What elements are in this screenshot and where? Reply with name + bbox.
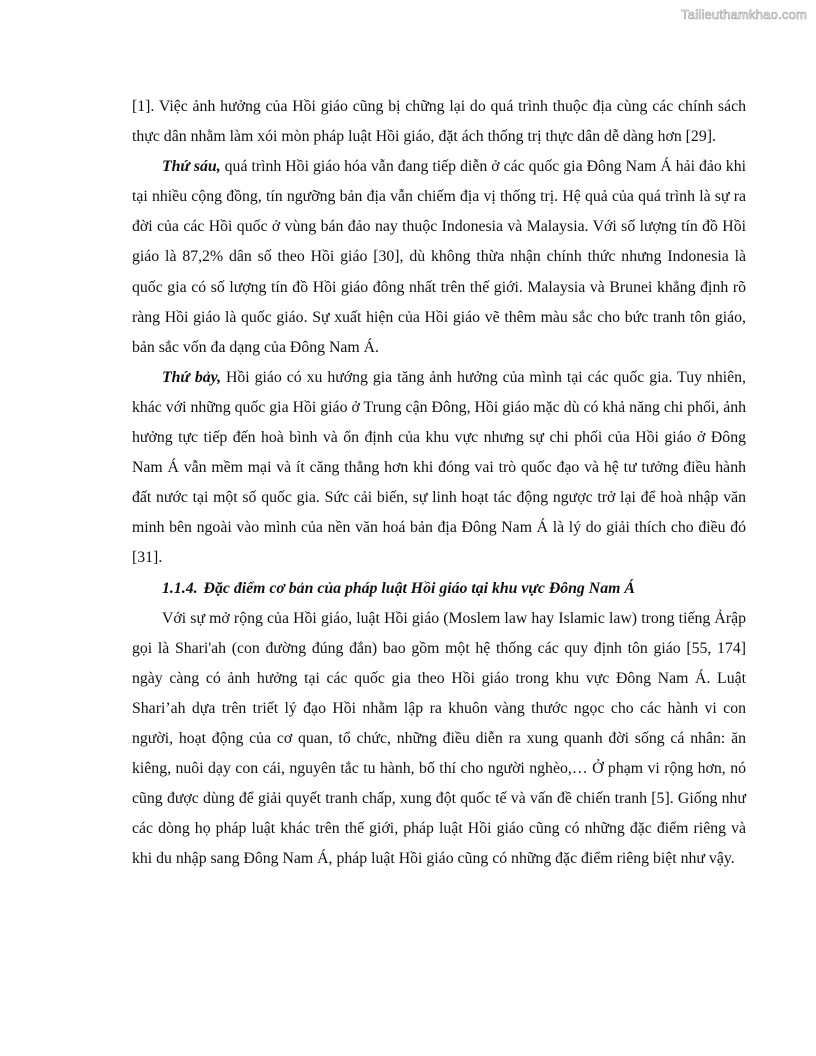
section-heading-number: 1.1.4. [162,579,198,597]
document-body [132,92,746,874]
paragraph-thu-bay [132,363,746,574]
paragraph-lead-thu-bay: Thứ bảy, [162,368,222,386]
paragraph-lead-thu-sau: Thứ sáu, [162,158,221,176]
paragraph-continuation: [1]. Việc ảnh hưởng của Hồi giáo cũng bị chững lại do quá trình thuộc địa cùng các chính sách thực dân nhằm làm xói mòn pháp luật Hồi giáo, đặt ách thống trị thực dân dễ dàng hơn [29]. [132,98,746,146]
paragraph-text-thu-sau: quá trình Hồi giáo hóa vẫn đang tiếp diễn ở các quốc gia Đông Nam Á hải đảo khi tại nhiều cộng đồng, tín ngưỡng bản địa vẫn chiếm địa vị thống trị. Hệ quả của quá trình là sự ra đời của các Hồi quốc ở vùng bán đảo nay thuộc Indonesia và Malaysia. Với số lượng tín đồ Hồi giáo là 87,2% dân số theo Hồi giáo [30], dù không thừa nhận chính thức nhưng Indonesia là quốc gia có số lượng tín đồ Hồi giáo đông nhất trên thế giới. Malaysia và Brunei khẳng định rõ ràng Hồi giáo là quốc giáo. Sự xuất hiện của Hồi giáo vẽ thêm màu sắc cho bức tranh tôn giáo, bản sắc vốn đa dạng của Đông Nam Á. [132,158,746,356]
paragraph-text-thu-bay: Hồi giáo có xu hướng gia tăng ảnh hưởng của mình tại các quốc gia. Tuy nhiên, khác với những quốc gia Hồi giáo ở Trung cận Đông, Hồi giáo mặc dù có khả năng chi phối, ảnh hưởng tực tiếp đến hoà bình và ổn định của khu vực nhưng sự chi phối của Hồi giáo ở Đông Nam Á vẫn mềm mại và ít căng thẳng hơn khi đóng vai trò quốc đạo và hệ tư tưởng điều hành đất nước tại một số quốc gia. Sức cải biến, sự linh hoạt tác động ngược trở lại để hoà nhập văn minh bên ngoài vào mình của nền văn hoá bản địa Đông Nam Á là lý do giải thích cho điều đó [31]. [132,368,746,567]
section-heading-text: Đặc điểm cơ bản của pháp luật Hồi giáo tại khu vực Đông Nam Á [203,579,635,597]
paragraph-shariah: Với sự mở rộng của Hồi giáo, luật Hồi giáo (Moslem law hay Islamic law) trong tiếng Ảrập gọi là Shari'ah (con đường đúng đắn) bao gồm một hệ thống các quy định tôn giáo [55, 174] ngày càng có ảnh hưởng tại các quốc gia theo Hồi giáo trong khu vực Đông Nam Á. Luật Shari’ah dựa trên triết lý đạo Hồi nhằm lập ra khuôn vàng thước ngọc cho các hành vi con người, hoạt động của cơ quan, tổ chức, những điều diễn ra xung quanh đời sống cá nhân: ăn kiêng, nuôi dạy con cái, nguyên tắc tu hành, bố thí cho người nghèo,… Ở phạm vi rộng hơn, nó cũng được dùng để giải quyết tranh chấp, xung đột quốc tế và vấn đề chiến tranh [5]. Giống như các dòng họ pháp luật khác trên thế giới, pháp luật Hồi giáo cũng có những đặc điểm riêng và khi du nhập sang Đông Nam Á, pháp luật Hồi giáo cũng có những đặc điểm riêng biệt như vậy. [132,609,746,868]
paragraph-thu-sau [132,152,746,363]
section-heading [132,574,746,604]
watermark-text: Tailieuthamkhao.com [681,7,807,22]
